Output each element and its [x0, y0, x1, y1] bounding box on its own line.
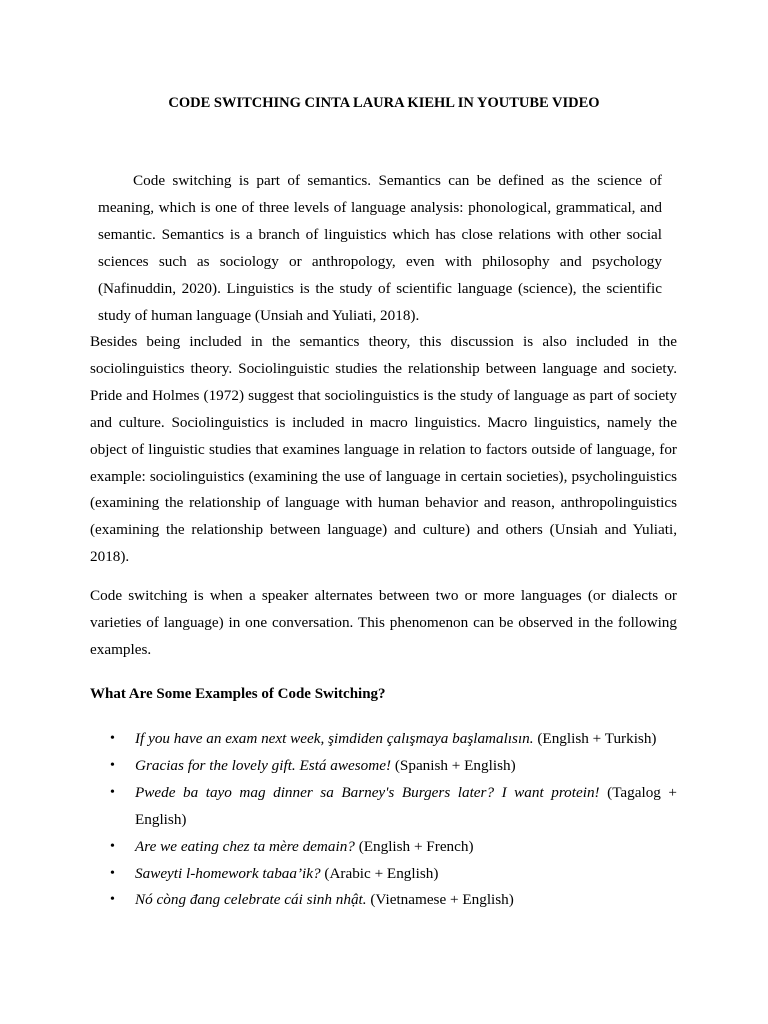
examples-heading: What Are Some Examples of Code Switching? — [90, 686, 386, 702]
document-title: CODE SWITCHING CINTA LAURA KIEHL IN YOUTUBE VIDEO — [168, 95, 600, 111]
bullet-icon: • — [110, 865, 115, 881]
examples-list — [90, 726, 677, 914]
paragraph-sociolinguistics: Besides being included in the semantics theory, this discussion is also included in the sociolinguistics theory. Sociolinguistic studies the relationship between language and society. Pride and Holmes (1972) suggest that sociolinguistics is the study of language as part of society and culture. Sociolinguistics is included in macro linguistics. Macro linguistics, namely the object of linguistic studies that examines language in relation to factors outside of language, for example: sociolinguistics (examining the use of language in certain societies), psycholinguistics (examining the relationship of language with human behavior and reason, anthropolinguistics (examining the relationship between language) and culture) and others (Unsiah and Yuliati, 2018). — [90, 333, 677, 566]
example-sentence: Pwede ba tayo mag dinner sa Barney's Burgers later? I want protein! — [135, 783, 600, 801]
example-languages: (Vietnamese + English) — [370, 891, 514, 909]
example-languages: (Arabic + English) — [324, 864, 439, 882]
list-item — [90, 780, 677, 834]
bullet-icon: • — [110, 784, 115, 800]
example-sentence: Gracias for the lovely gift. Está awesome! — [135, 756, 392, 774]
example-languages: (Spanish + English) — [394, 756, 516, 774]
paragraph-semantics: Code switching is part of semantics. Semantics can be defined as the science of meaning, which is one of three levels of language analysis: phonological, grammatical, and semantic. Semantics is a branch of linguistics which has close relations with other social sciences such as sociology or anthropology, even with philosophy and psychology (Nafinuddin, 2020). Linguistics is the study of scientific language (science), the scientific study of human language (Unsiah and Yuliati, 2018). — [98, 172, 662, 324]
paragraph-code-switching-definition: Code switching is when a speaker alternates between two or more languages (or dialects or varieties of language) in one conversation. This phenomenon can be observed in the following examples. — [90, 587, 677, 658]
example-sentence: Are we eating chez ta mère demain? — [135, 837, 355, 855]
example-languages: (Tagalog + English) — [135, 783, 677, 828]
example-sentence: Saweyti l-homework tabaa’ik? — [135, 864, 321, 882]
bullet-icon: • — [110, 892, 115, 908]
list-item — [90, 861, 677, 888]
bullet-icon: • — [110, 731, 115, 746]
list-item — [90, 887, 677, 914]
example-sentence: Nó còng đang celebrate cái sinh nhật. — [135, 891, 367, 909]
bullet-icon: • — [110, 838, 115, 854]
bullet-icon: • — [110, 757, 115, 773]
list-item — [90, 726, 677, 753]
list-item — [90, 753, 677, 780]
example-sentence: If you have an exam next week, şimdiden çalışmaya başlamalısın. — [135, 730, 534, 747]
example-languages: (English + French) — [358, 837, 474, 855]
list-item — [90, 834, 677, 861]
example-languages: (English + Turkish) — [537, 730, 657, 747]
